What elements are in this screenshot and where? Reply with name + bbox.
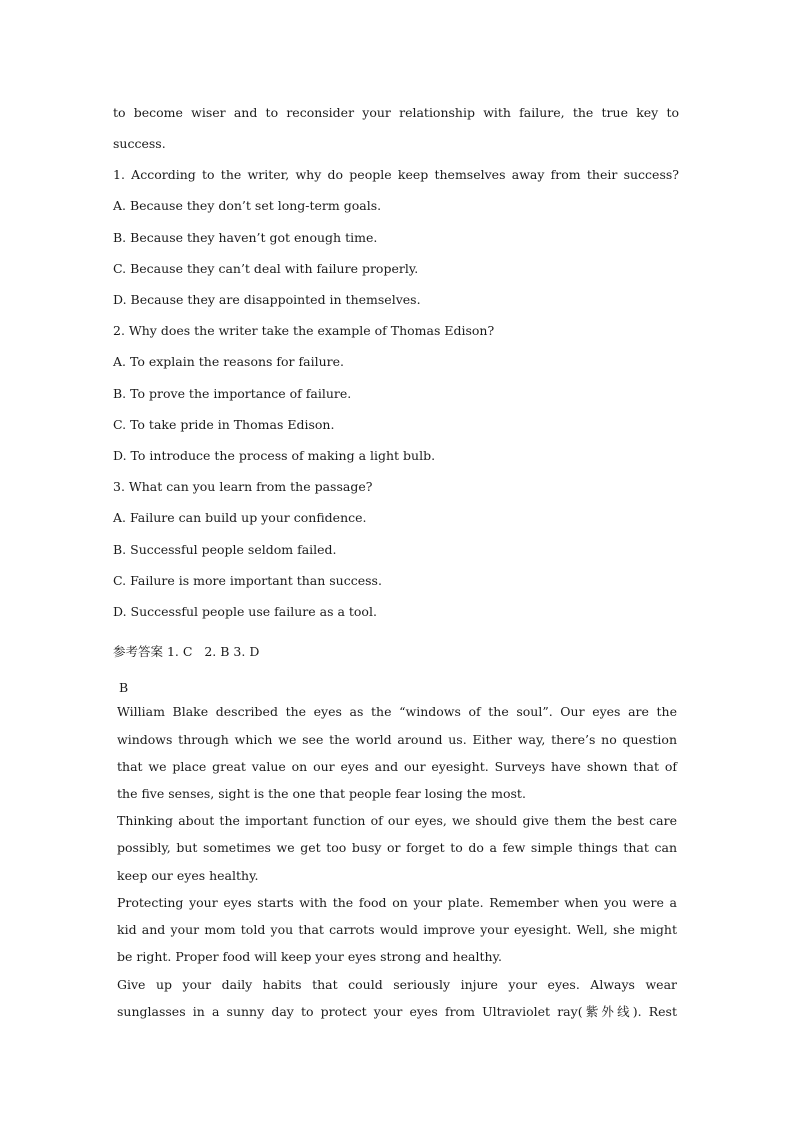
question-2-option-b: B. To prove the importance of failure. — [113, 386, 352, 401]
question-1-option-b: B. Because they haven’t got enough time. — [113, 230, 378, 245]
passage-b-line-7: keep our eyes healthy. — [117, 868, 259, 883]
passage-b-line-8: Protecting your eyes starts with the food on your plate. Remember when you were a — [117, 895, 677, 910]
intro-line-1: to become wiser and to reconsider your relationship with failure, the true key to — [113, 105, 679, 120]
passage-b-line-3: that we place great value on our eyes and our eyesight. Surveys have shown that of — [117, 759, 677, 774]
question-3-option-c: C. Failure is more important than success. — [113, 573, 382, 588]
passage-b-line-1: William Blake described the eyes as the “windows of the soul”. Our eyes are the — [117, 704, 677, 719]
question-2-option-d: D. To introduce the process of making a light bulb. — [113, 448, 436, 463]
passage-b-line-9: kid and your mom told you that carrots would improve your eyesight. Well, she might — [117, 922, 677, 937]
question-2-option-a: A. To explain the reasons for failure. — [113, 354, 344, 369]
intro-line-2: success. — [113, 136, 166, 151]
question-2-option-c: C. To take pride in Thomas Edison. — [113, 417, 335, 432]
passage-b-line-5: Thinking about the important function of our eyes, we should give them the best care — [117, 813, 677, 828]
question-3-option-d: D. Successful people use failure as a tool. — [113, 604, 377, 619]
question-2-stem: 2. Why does the writer take the example of Thomas Edison? — [113, 323, 495, 338]
passage-b-line-10: be right. Proper food will keep your eyes strong and healthy. — [117, 949, 502, 964]
passage-b-line-6: possibly, but sometimes we get too busy or forget to do a few simple things that can — [117, 840, 677, 855]
passage-b-line-12: sunglasses in a sunny day to protect your eyes from Ultraviolet ray(紫外线). Rest — [117, 1004, 677, 1019]
question-1-option-c: C. Because they can’t deal with failure properly. — [113, 261, 419, 276]
section-b-heading: B — [119, 680, 129, 695]
question-1-option-a: A. Because they don’t set long-term goals. — [113, 198, 382, 213]
answer-key: 参考答案 1. C 2. B 3. D — [113, 644, 260, 659]
question-1-stem: 1. According to the writer, why do people keep themselves away from their success? — [113, 167, 679, 182]
passage-b-line-11: Give up your daily habits that could seriously injure your eyes. Always wear — [117, 977, 677, 992]
passage-b-line-2: windows through which we see the world around us. Either way, there’s no question — [117, 732, 677, 747]
question-3-option-b: B. Successful people seldom failed. — [113, 542, 337, 557]
question-1-option-d: D. Because they are disappointed in themselves. — [113, 292, 421, 307]
question-3-option-a: A. Failure can build up your confidence. — [113, 510, 367, 525]
question-3-stem: 3. What can you learn from the passage? — [113, 479, 373, 494]
passage-b-line-4: the five senses, sight is the one that people fear losing the most. — [117, 786, 526, 801]
